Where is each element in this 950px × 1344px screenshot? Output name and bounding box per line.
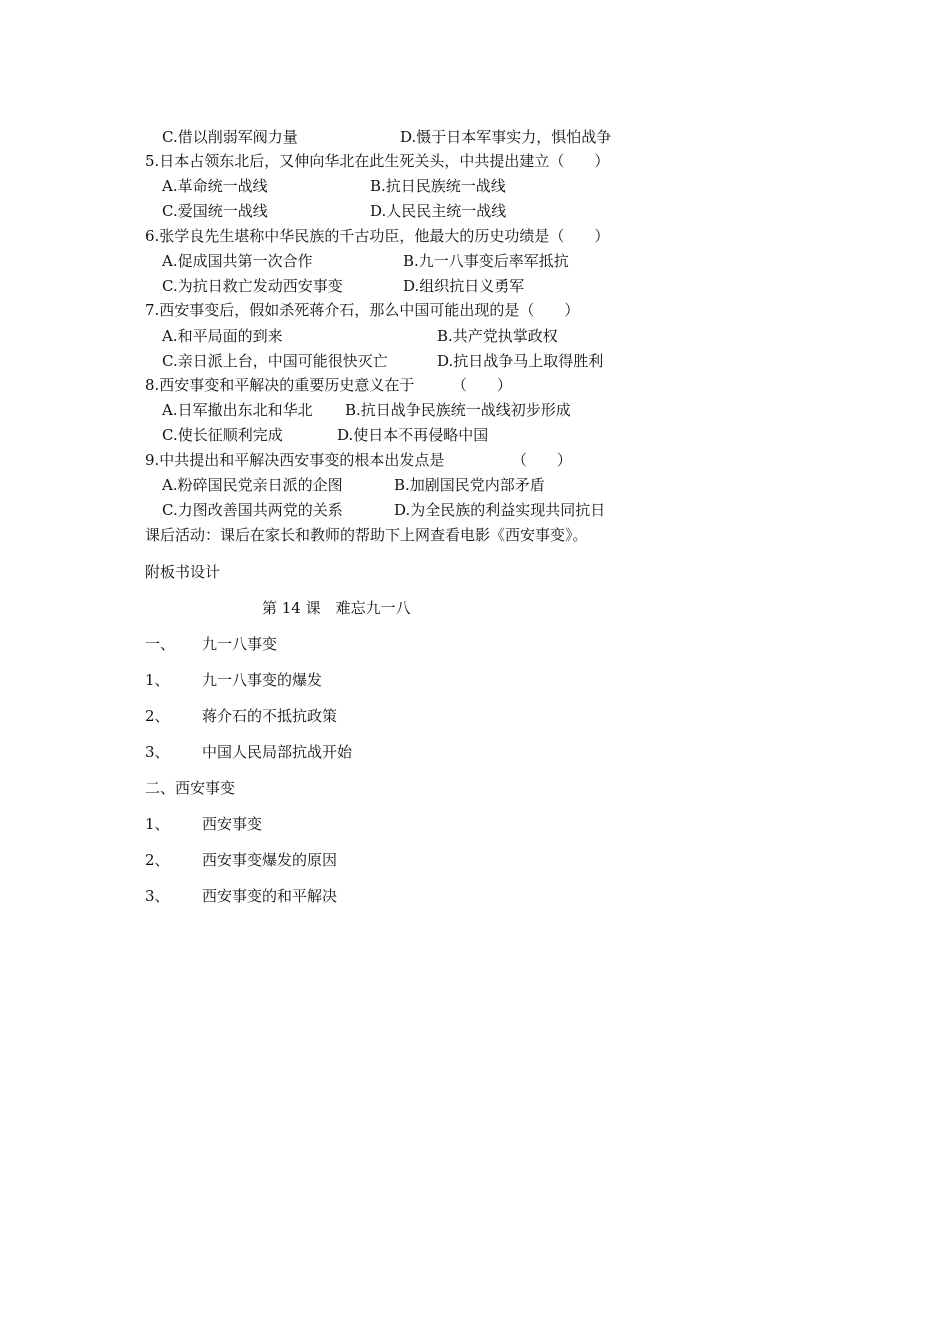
q7-option-c: C.亲日派上台，中国可能很快灭亡 (162, 352, 388, 370)
q9-option-d: D.为全民族的利益实现共同抗日 (394, 501, 606, 519)
q9-option-c: C.力图改善国共两党的关系 (162, 501, 343, 519)
board-item-text: 九一八事变的爆发 (202, 671, 323, 689)
board-item-num: 1、 (145, 671, 170, 689)
q9-stem: 9.中共提出和平解决西安事变的根本出发点是 （ ） (145, 451, 572, 469)
q6-option-c: C.为抗日救亡发动西安事变 (162, 277, 343, 295)
board-item-text: 中国人民局部抗战开始 (202, 743, 353, 761)
board-item-text: 西安事变 (202, 815, 263, 833)
q5-option-d: D.人民民主统一战线 (370, 202, 507, 220)
board-item-section: 二、西安事变 (145, 779, 236, 797)
board-item-num: 1、 (145, 815, 170, 833)
q8-option-c: C.使长征顺利完成 (162, 426, 283, 444)
board-item-num: 一、 (145, 635, 176, 653)
q7-option-a: A.和平局面的到来 (162, 327, 283, 345)
q6-option-d: D.组织抗日义勇军 (403, 277, 525, 295)
q4-option-c: C.借以削弱军阀力量 (162, 128, 298, 146)
board-item-num: 3、 (145, 887, 170, 905)
q8-option-a: A.日军撤出东北和华北 (162, 401, 313, 419)
board-item-text: 九一八事变 (202, 635, 278, 653)
lesson-title: 第 14 课 难忘九一八 (262, 599, 411, 617)
board-item-num: 2、 (145, 707, 170, 725)
board-item-text: 西安事变的和平解决 (202, 887, 338, 905)
q8-option-d: D.使日本不再侵略中国 (337, 426, 489, 444)
q5-stem: 5.日本占领东北后，又伸向华北在此生死关头，中共提出建立（ ） (145, 152, 610, 170)
q9-option-b: B.加剧国民党内部矛盾 (394, 476, 545, 494)
after-class-activity: 课后活动：课后在家长和教师的帮助下上网查看电影《西安事变》。 (145, 526, 588, 544)
q7-option-b: B.共产党执掌政权 (437, 327, 558, 345)
q5-option-c: C.爱国统一战线 (162, 202, 268, 220)
q8-stem: 8.西安事变和平解决的重要历史意义在于 （ ） (145, 376, 512, 394)
q7-option-d: D.抗日战争马上取得胜利 (437, 352, 604, 370)
board-item-text: 西安事变爆发的原因 (202, 851, 338, 869)
q5-option-b: B.抗日民族统一战线 (370, 177, 506, 195)
board-design-heading: 附板书设计 (145, 563, 221, 581)
board-item-text: 蒋介石的不抵抗政策 (202, 707, 338, 725)
q8-option-b: B.抗日战争民族统一战线初步形成 (345, 401, 571, 419)
q6-stem: 6.张学良先生堪称中华民族的千古功臣，他最大的历史功绩是（ ） (145, 227, 610, 245)
q4-option-d: D.慑于日本军事实力，惧怕战争 (400, 128, 612, 146)
q6-option-a: A.促成国共第一次合作 (162, 252, 313, 270)
q6-option-b: B.九一八事变后率军抵抗 (403, 252, 569, 270)
board-item-num: 2、 (145, 851, 170, 869)
q7-stem: 7.西安事变后，假如杀死蒋介石，那么中国可能出现的是（ ） (145, 301, 580, 319)
q9-option-a: A.粉碎国民党亲日派的企图 (162, 476, 343, 494)
board-item-num: 3、 (145, 743, 170, 761)
q5-option-a: A.革命统一战线 (162, 177, 268, 195)
